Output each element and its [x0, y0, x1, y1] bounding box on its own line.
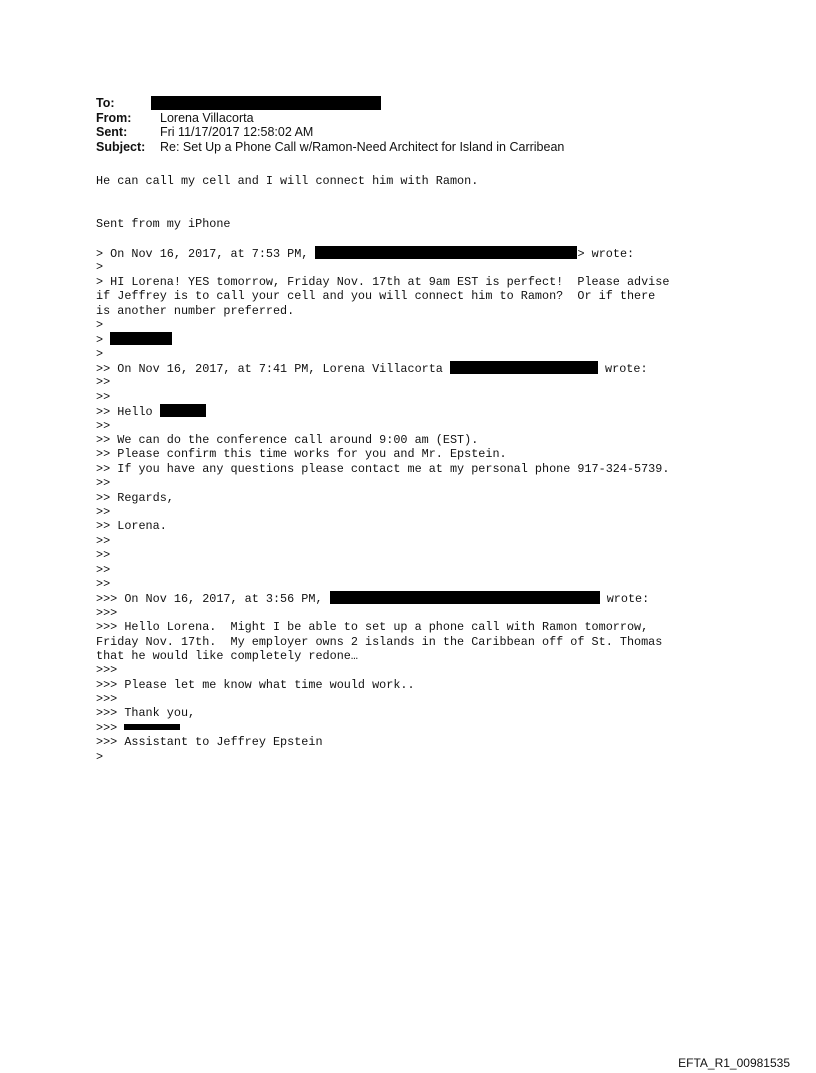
redaction-box — [160, 404, 206, 417]
body-line: >>> Please let me know what time would work.. — [96, 677, 415, 692]
body-line: >>> Thank you, — [96, 706, 196, 721]
body-line: >> — [96, 562, 111, 577]
body-line: > — [96, 332, 669, 346]
body-line: >> — [96, 476, 111, 491]
body-line: that he would like completely redone… — [96, 648, 358, 663]
to-label: To: — [96, 96, 115, 110]
redaction-box — [330, 591, 600, 604]
body-line: >> We can do the conference call around 9:00 am (EST). — [96, 433, 479, 448]
document-id: EFTA_R1_00981535 — [678, 1056, 790, 1070]
body-line: Sent from my iPhone — [96, 217, 231, 232]
redaction-box — [110, 332, 172, 345]
body-line — [96, 203, 669, 217]
body-line — [96, 232, 669, 246]
body-line: is another number preferred. — [96, 303, 295, 318]
body-line: > — [96, 317, 104, 332]
body-line: He can call my cell and I will connect him with Ramon. — [96, 174, 479, 188]
body-line: >>> — [96, 663, 118, 678]
body-line: >>> On Nov 16, 2017, at 3:56 PM, wrote: — [96, 592, 650, 607]
body-line: > — [96, 260, 104, 275]
body-line: >> — [96, 504, 111, 519]
email-body — [96, 174, 669, 764]
redaction-box — [151, 96, 381, 110]
redaction-box — [315, 246, 577, 259]
body-line: >> On Nov 16, 2017, at 7:41 PM, Lorena Villacorta wrote: — [96, 362, 648, 377]
body-line: >>> — [96, 692, 118, 707]
subject-value: Re: Set Up a Phone Call w/Ramon-Need Architect for Island in Carribean — [160, 139, 565, 154]
body-line: >> Lorena. — [96, 519, 167, 534]
body-line: >> — [96, 576, 111, 591]
body-line: if Jeffrey is to call your cell and you will connect him to Ramon? Or if there — [96, 289, 656, 304]
body-line: >> — [96, 533, 111, 548]
sent-value: Fri 11/17/2017 12:58:02 AM — [160, 125, 314, 139]
body-line: > — [96, 749, 104, 764]
body-line — [96, 188, 669, 202]
body-line: >> — [96, 548, 111, 563]
sent-label: Sent: — [96, 125, 128, 139]
body-line: >> If you have any questions please contact me at my personal phone 917-324-5739. — [96, 461, 670, 476]
redaction-box — [450, 361, 598, 374]
body-line: >> — [96, 375, 111, 390]
body-line: >> Hello — [96, 404, 669, 418]
body-line: >>> — [96, 721, 669, 735]
body-line: Friday Nov. 17th. My employer owns 2 islands in the Caribbean off of St. Thomas — [96, 634, 663, 649]
body-line: >> Regards, — [96, 490, 174, 505]
from-value: Lorena Villacorta — [160, 110, 254, 125]
body-line: > — [96, 346, 104, 361]
from-label: From: — [96, 110, 132, 125]
body-line: >> — [96, 418, 111, 433]
redaction-box — [124, 724, 180, 730]
body-line: >>> — [96, 605, 118, 620]
body-line: >> Please confirm this time works for you and Mr. Epstein. — [96, 447, 507, 462]
body-line: >>> Hello Lorena. Might I be able to set up a phone call with Ramon tomorrow, — [96, 620, 649, 635]
body-line: > On Nov 16, 2017, at 7:53 PM, > wrote: — [96, 246, 635, 261]
body-line: >>> Assistant to Jeffrey Epstein — [96, 735, 323, 750]
subject-label: Subject: — [96, 139, 146, 154]
body-line: > HI Lorena! YES tomorrow, Friday Nov. 17th at 9am EST is perfect! Please advise — [96, 274, 670, 289]
body-line: >> — [96, 389, 111, 404]
